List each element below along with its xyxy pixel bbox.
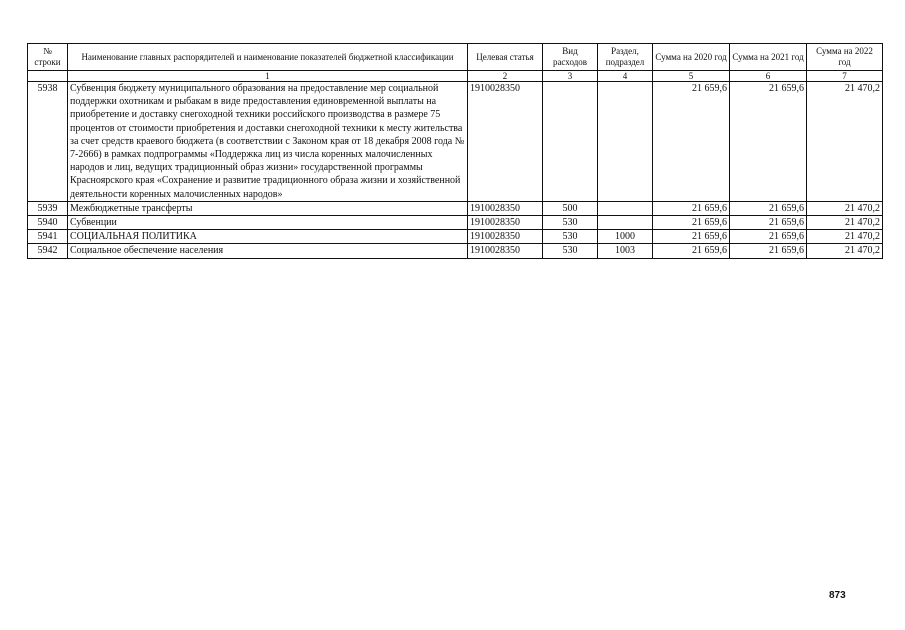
row-sum-2021: 21 659,6 (730, 230, 807, 244)
row-sum-2020: 21 659,6 (653, 216, 730, 230)
column-number: 2 (468, 71, 543, 82)
row-sum-2022: 21 470,2 (807, 216, 883, 230)
row-expense-type: 500 (543, 201, 598, 215)
table-row (28, 201, 883, 215)
column-number (28, 71, 68, 82)
row-name: СОЦИАЛЬНАЯ ПОЛИТИКА (68, 230, 468, 244)
row-section (598, 82, 653, 202)
column-number: 7 (807, 71, 883, 82)
column-number-row (28, 71, 883, 82)
row-section: 1000 (598, 230, 653, 244)
header-row (28, 44, 883, 71)
row-sum-2020: 21 659,6 (653, 82, 730, 202)
column-number: 3 (543, 71, 598, 82)
row-target-article: 1910028350 (468, 201, 543, 215)
row-name: Социальное обеспечение населения (68, 244, 468, 258)
row-target-article: 1910028350 (468, 216, 543, 230)
table-row (28, 244, 883, 258)
row-sum-2021: 21 659,6 (730, 216, 807, 230)
column-number: 5 (653, 71, 730, 82)
header-sum-2020: Сумма на 2020 год (653, 44, 730, 71)
row-section: 1003 (598, 244, 653, 258)
header-sum-2021: Сумма на 2021 год (730, 44, 807, 71)
row-sum-2022: 21 470,2 (807, 201, 883, 215)
table-row (28, 230, 883, 244)
row-sum-2020: 21 659,6 (653, 230, 730, 244)
row-sum-2020: 21 659,6 (653, 244, 730, 258)
header-expense-type: Вид расходов (543, 44, 598, 71)
row-sum-2021: 21 659,6 (730, 82, 807, 202)
header-name: Наименование главных распорядителей и наименование показателей бюджетной классификации (68, 44, 468, 71)
row-sum-2020: 21 659,6 (653, 201, 730, 215)
header-row-no: № строки (28, 44, 68, 71)
column-number: 6 (730, 71, 807, 82)
row-expense-type: 530 (543, 244, 598, 258)
budget-table (27, 43, 883, 259)
header-target-article: Целевая статья (468, 44, 543, 71)
row-expense-type: 530 (543, 216, 598, 230)
row-sum-2022: 21 470,2 (807, 82, 883, 202)
row-name: Субвенция бюджету муниципального образования на предоставление мер социальной поддержки охотникам и рыбакам в виде предоставления единовременной выплаты на приобретение и доставку снегоходной техники российского производства в размере 75 процентов от стоимости приобретения и доставки снегоходной техники к месту жительства за счет средств краевого бюджета (в соответствии с Законом края от 18 декабря 2008 года № 7-2666) в рамках подпрограммы «Поддержка лиц из числа коренных малочисленных народов и лиц, ведущих традиционный образ жизни» государственной программы Красноярского края «Сохранение и развитие традиционного образа жизни и хозяйственной деятельности коренных малочисленных народов» (68, 82, 468, 202)
table-row (28, 216, 883, 230)
row-number: 5940 (28, 216, 68, 230)
row-expense-type (543, 82, 598, 202)
page-number: 873 (829, 590, 846, 601)
column-number: 1 (68, 71, 468, 82)
row-target-article: 1910028350 (468, 244, 543, 258)
row-number: 5938 (28, 82, 68, 202)
header-sum-2022: Сумма на 2022 год (807, 44, 883, 71)
row-number: 5939 (28, 201, 68, 215)
table-row (28, 82, 883, 202)
row-sum-2021: 21 659,6 (730, 201, 807, 215)
row-sum-2022: 21 470,2 (807, 230, 883, 244)
row-sum-2022: 21 470,2 (807, 244, 883, 258)
row-number: 5941 (28, 230, 68, 244)
column-number: 4 (598, 71, 653, 82)
row-section (598, 216, 653, 230)
row-name: Межбюджетные трансферты (68, 201, 468, 215)
row-sum-2021: 21 659,6 (730, 244, 807, 258)
row-name: Субвенции (68, 216, 468, 230)
row-number: 5942 (28, 244, 68, 258)
row-target-article: 1910028350 (468, 82, 543, 202)
row-expense-type: 530 (543, 230, 598, 244)
row-section (598, 201, 653, 215)
header-section: Раздел, подраздел (598, 44, 653, 71)
row-target-article: 1910028350 (468, 230, 543, 244)
